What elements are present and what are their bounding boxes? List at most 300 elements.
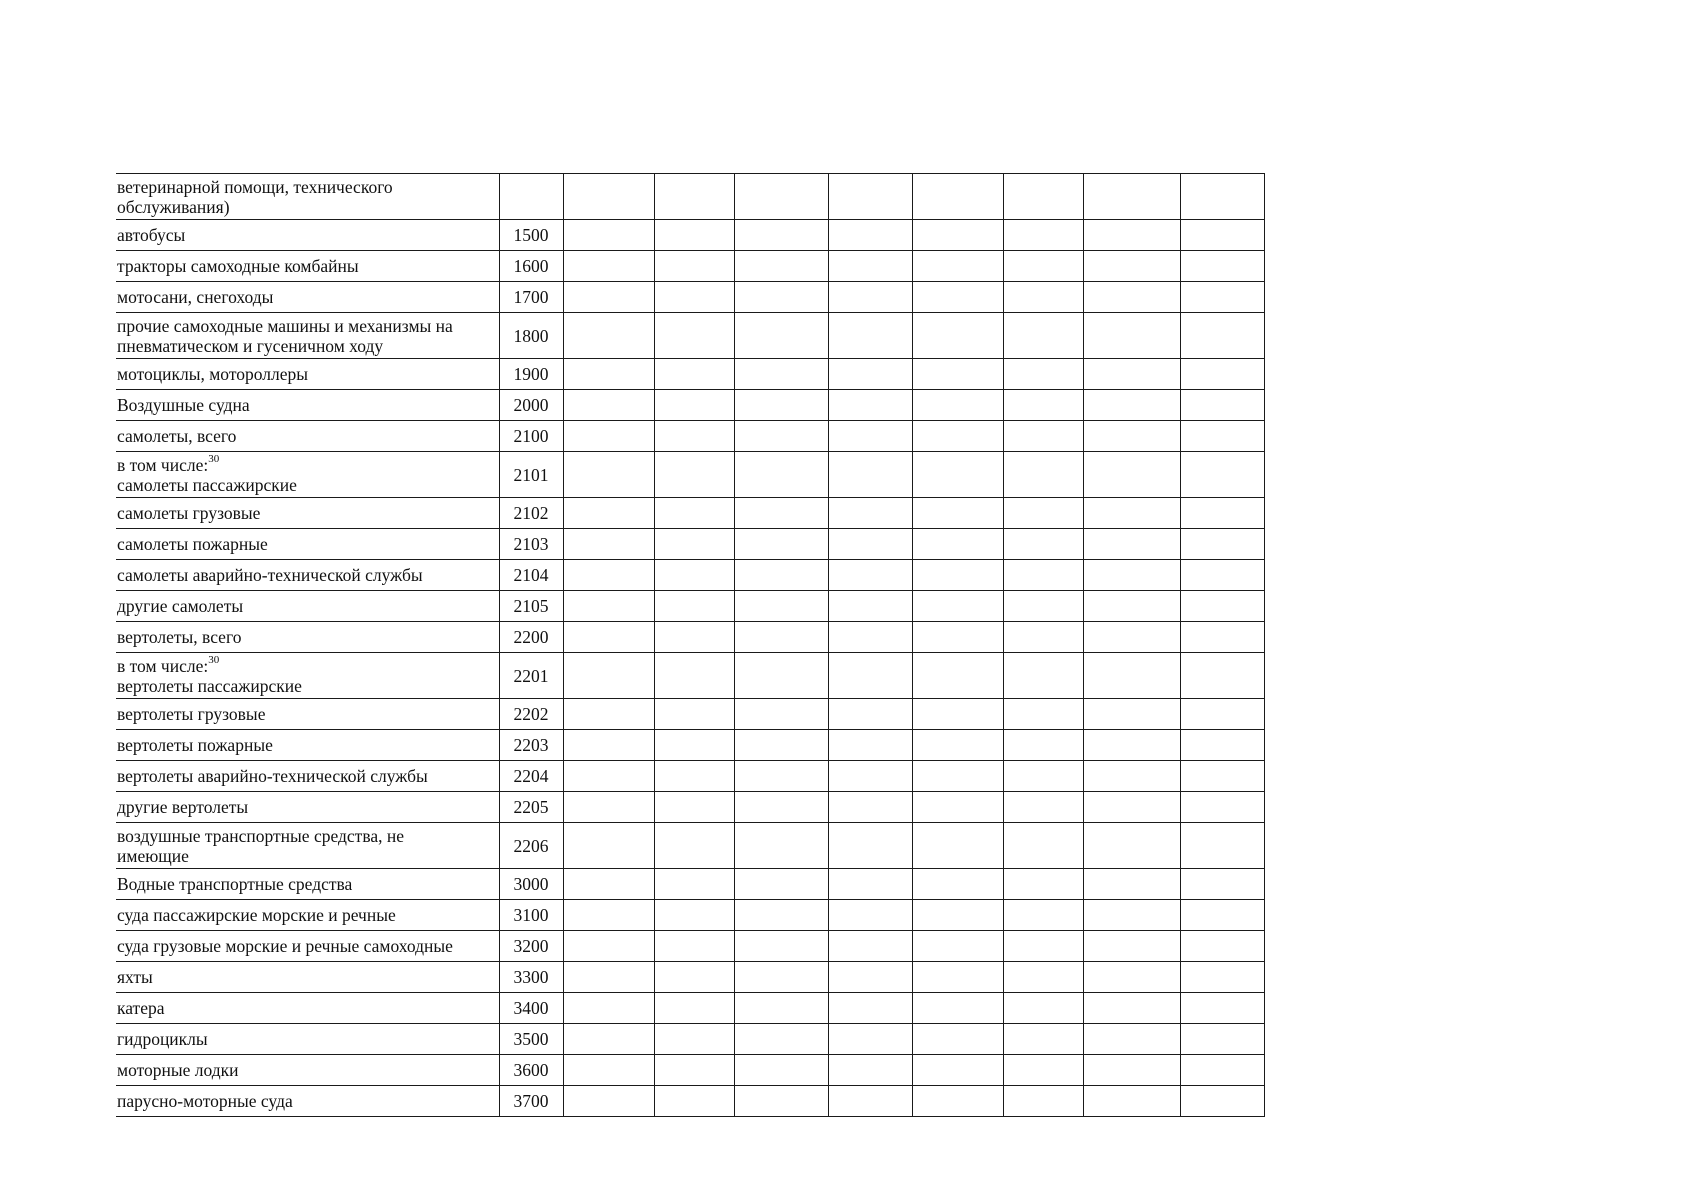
table-row — [116, 1086, 1264, 1117]
value-cell[interactable] — [563, 421, 654, 452]
row-name-line — [117, 475, 497, 495]
value-cell[interactable] — [1083, 498, 1180, 529]
value-cell[interactable] — [828, 313, 912, 359]
row-code-cell: 3600 — [499, 1055, 563, 1086]
value-cell[interactable] — [654, 1024, 734, 1055]
value-cell[interactable] — [1083, 823, 1180, 869]
table-row — [116, 1055, 1264, 1086]
value-cell[interactable] — [1003, 529, 1083, 560]
value-cell[interactable] — [563, 498, 654, 529]
value-cell[interactable] — [734, 529, 828, 560]
row-name-line — [117, 565, 497, 585]
value-cell[interactable] — [828, 421, 912, 452]
value-cell[interactable] — [1003, 900, 1083, 931]
value-cell[interactable] — [912, 282, 1003, 313]
value-cell[interactable] — [1003, 220, 1083, 251]
value-cell[interactable] — [1180, 792, 1264, 823]
value-cell[interactable] — [912, 1024, 1003, 1055]
value-cell[interactable] — [912, 869, 1003, 900]
value-cell[interactable] — [1180, 730, 1264, 761]
value-cell[interactable] — [1003, 931, 1083, 962]
value-cell[interactable] — [734, 622, 828, 653]
value-cell[interactable] — [1180, 1086, 1264, 1117]
value-cell[interactable] — [1003, 962, 1083, 993]
value-cell[interactable] — [734, 699, 828, 730]
table-row — [116, 869, 1264, 900]
row-code-cell: 3400 — [499, 993, 563, 1024]
value-cell[interactable] — [563, 1055, 654, 1086]
value-cell[interactable] — [734, 282, 828, 313]
value-cell[interactable] — [1003, 993, 1083, 1024]
row-code-cell: 2104 — [499, 560, 563, 591]
value-cell[interactable] — [1180, 962, 1264, 993]
value-cell[interactable] — [1083, 1086, 1180, 1117]
row-code-cell: 1700 — [499, 282, 563, 313]
value-cell[interactable] — [1003, 730, 1083, 761]
table-row — [116, 931, 1264, 962]
value-cell[interactable] — [1003, 761, 1083, 792]
row-code-cell: 2202 — [499, 699, 563, 730]
value-cell[interactable] — [654, 591, 734, 622]
row-name-line — [117, 826, 497, 846]
value-cell[interactable] — [734, 653, 828, 699]
value-cell[interactable] — [828, 931, 912, 962]
value-cell[interactable] — [1180, 529, 1264, 560]
value-cell[interactable] — [1083, 220, 1180, 251]
value-cell[interactable] — [734, 730, 828, 761]
value-cell[interactable] — [1003, 1024, 1083, 1055]
value-cell[interactable] — [1083, 591, 1180, 622]
value-cell[interactable] — [734, 792, 828, 823]
value-cell[interactable] — [654, 313, 734, 359]
value-cell[interactable] — [1083, 452, 1180, 498]
value-cell[interactable] — [563, 730, 654, 761]
value-cell[interactable] — [1180, 560, 1264, 591]
value-cell[interactable] — [1083, 390, 1180, 421]
value-cell[interactable] — [1003, 869, 1083, 900]
value-cell[interactable] — [828, 529, 912, 560]
value-cell[interactable] — [563, 452, 654, 498]
value-cell[interactable] — [1083, 359, 1180, 390]
value-cell[interactable] — [1003, 421, 1083, 452]
value-cell[interactable] — [1003, 792, 1083, 823]
row-name-cell — [116, 653, 499, 699]
value-cell[interactable] — [654, 359, 734, 390]
value-cell[interactable] — [654, 653, 734, 699]
row-name-line — [117, 503, 497, 523]
row-name-text: самолеты аварийно-технической службы — [117, 565, 423, 585]
row-code-cell: 3000 — [499, 869, 563, 900]
value-cell[interactable] — [734, 452, 828, 498]
value-cell[interactable] — [563, 251, 654, 282]
value-cell[interactable] — [912, 390, 1003, 421]
value-cell[interactable] — [1083, 869, 1180, 900]
value-cell[interactable] — [734, 390, 828, 421]
value-cell[interactable] — [1180, 993, 1264, 1024]
value-cell[interactable] — [912, 761, 1003, 792]
table-row — [116, 1024, 1264, 1055]
table-row — [116, 220, 1264, 251]
row-name-cell — [116, 792, 499, 823]
value-cell[interactable] — [563, 282, 654, 313]
value-cell[interactable] — [734, 823, 828, 869]
value-cell[interactable] — [734, 313, 828, 359]
value-cell[interactable] — [734, 251, 828, 282]
value-cell[interactable] — [912, 900, 1003, 931]
value-cell[interactable] — [828, 251, 912, 282]
value-cell[interactable] — [654, 220, 734, 251]
value-cell[interactable] — [654, 730, 734, 761]
value-cell[interactable] — [1003, 251, 1083, 282]
row-name-cell — [116, 699, 499, 730]
value-cell[interactable] — [563, 962, 654, 993]
value-cell[interactable] — [828, 900, 912, 931]
value-cell[interactable] — [828, 653, 912, 699]
value-cell[interactable] — [563, 993, 654, 1024]
value-cell[interactable] — [654, 823, 734, 869]
value-cell[interactable] — [1083, 761, 1180, 792]
value-cell[interactable] — [828, 174, 912, 220]
value-cell[interactable] — [912, 313, 1003, 359]
value-cell[interactable] — [563, 560, 654, 591]
value-cell[interactable] — [654, 761, 734, 792]
value-cell[interactable] — [1180, 761, 1264, 792]
value-cell[interactable] — [1180, 452, 1264, 498]
value-cell[interactable] — [1003, 498, 1083, 529]
value-cell[interactable] — [1083, 900, 1180, 931]
row-name-cell — [116, 869, 499, 900]
value-cell[interactable] — [828, 730, 912, 761]
value-cell[interactable] — [912, 560, 1003, 591]
value-cell[interactable] — [734, 761, 828, 792]
row-name-line — [117, 846, 497, 866]
value-cell[interactable] — [828, 823, 912, 869]
value-cell[interactable] — [1003, 560, 1083, 591]
row-code-cell: 2105 — [499, 591, 563, 622]
value-cell[interactable] — [563, 529, 654, 560]
value-cell[interactable] — [912, 993, 1003, 1024]
value-cell[interactable] — [734, 1055, 828, 1086]
row-name-cell — [116, 1055, 499, 1086]
value-cell[interactable] — [1083, 560, 1180, 591]
value-cell[interactable] — [563, 591, 654, 622]
table-row — [116, 653, 1264, 699]
row-code-cell: 1800 — [499, 313, 563, 359]
value-cell[interactable] — [563, 699, 654, 730]
value-cell[interactable] — [1003, 699, 1083, 730]
row-code-cell: 3500 — [499, 1024, 563, 1055]
value-cell[interactable] — [563, 931, 654, 962]
value-cell[interactable] — [828, 993, 912, 1024]
row-name-line — [117, 874, 497, 894]
value-cell[interactable] — [912, 1055, 1003, 1086]
value-cell[interactable] — [912, 792, 1003, 823]
value-cell[interactable] — [828, 1024, 912, 1055]
value-cell[interactable] — [1003, 174, 1083, 220]
value-cell[interactable] — [912, 653, 1003, 699]
table-row — [116, 730, 1264, 761]
row-name-line — [117, 395, 497, 415]
value-cell[interactable] — [912, 1086, 1003, 1117]
value-cell[interactable] — [1003, 313, 1083, 359]
value-cell[interactable] — [563, 359, 654, 390]
value-cell[interactable] — [734, 174, 828, 220]
value-cell[interactable] — [1180, 869, 1264, 900]
value-cell[interactable] — [1003, 452, 1083, 498]
table-row — [116, 282, 1264, 313]
value-cell[interactable] — [912, 359, 1003, 390]
value-cell[interactable] — [1180, 390, 1264, 421]
value-cell[interactable] — [1083, 1024, 1180, 1055]
value-cell[interactable] — [654, 390, 734, 421]
row-name-text: воздушные транспортные средства, не — [117, 825, 404, 846]
row-code-cell: 1500 — [499, 220, 563, 251]
value-cell[interactable] — [654, 792, 734, 823]
value-cell[interactable] — [912, 823, 1003, 869]
row-name-text: автобусы — [117, 225, 186, 245]
row-code-cell: 3100 — [499, 900, 563, 931]
value-cell[interactable] — [563, 761, 654, 792]
value-cell[interactable] — [734, 962, 828, 993]
value-cell[interactable] — [912, 421, 1003, 452]
row-name-line — [117, 627, 497, 647]
value-cell[interactable] — [1083, 529, 1180, 560]
value-cell[interactable] — [1180, 174, 1264, 220]
row-name-text: пневматическом и гусеничном ходу — [117, 335, 384, 356]
value-cell[interactable] — [1003, 1055, 1083, 1086]
value-cell[interactable] — [654, 699, 734, 730]
row-name-cell — [116, 962, 499, 993]
table-row — [116, 622, 1264, 653]
value-cell[interactable] — [654, 251, 734, 282]
value-cell[interactable] — [1180, 900, 1264, 931]
row-name-cell — [116, 174, 499, 220]
value-cell[interactable] — [1180, 220, 1264, 251]
value-cell[interactable] — [1180, 498, 1264, 529]
value-cell[interactable] — [1083, 251, 1180, 282]
value-cell[interactable] — [654, 622, 734, 653]
value-cell[interactable] — [654, 931, 734, 962]
row-name-text: Воздушные судна — [117, 395, 250, 415]
value-cell[interactable] — [654, 174, 734, 220]
value-cell[interactable] — [828, 622, 912, 653]
value-cell[interactable] — [1180, 931, 1264, 962]
value-cell[interactable] — [1083, 313, 1180, 359]
value-cell[interactable] — [734, 869, 828, 900]
value-cell[interactable] — [734, 560, 828, 591]
value-cell[interactable] — [1083, 962, 1180, 993]
value-cell[interactable] — [734, 993, 828, 1024]
value-cell[interactable] — [563, 313, 654, 359]
value-cell[interactable] — [563, 900, 654, 931]
value-cell[interactable] — [828, 220, 912, 251]
value-cell[interactable] — [654, 1055, 734, 1086]
value-cell[interactable] — [1180, 421, 1264, 452]
table-body — [116, 174, 1264, 1117]
value-cell[interactable] — [1003, 1086, 1083, 1117]
value-cell[interactable] — [912, 251, 1003, 282]
value-cell[interactable] — [1180, 251, 1264, 282]
row-name-line — [117, 596, 497, 616]
value-cell[interactable] — [654, 560, 734, 591]
value-cell[interactable] — [828, 282, 912, 313]
value-cell[interactable] — [654, 452, 734, 498]
value-cell[interactable] — [828, 390, 912, 421]
value-cell[interactable] — [563, 823, 654, 869]
value-cell[interactable] — [654, 282, 734, 313]
row-code-cell — [499, 174, 563, 220]
value-cell[interactable] — [912, 622, 1003, 653]
value-cell[interactable] — [828, 761, 912, 792]
value-cell[interactable] — [563, 1024, 654, 1055]
value-cell[interactable] — [654, 498, 734, 529]
value-cell[interactable] — [654, 1086, 734, 1117]
value-cell[interactable] — [563, 622, 654, 653]
row-name-line — [117, 998, 497, 1018]
row-name-cell — [116, 390, 499, 421]
row-code-cell: 2203 — [499, 730, 563, 761]
value-cell[interactable] — [1003, 591, 1083, 622]
value-cell[interactable] — [563, 220, 654, 251]
row-name-line — [117, 766, 497, 786]
row-code-cell: 2100 — [499, 421, 563, 452]
value-cell[interactable] — [654, 869, 734, 900]
value-cell[interactable] — [912, 174, 1003, 220]
value-cell[interactable] — [912, 730, 1003, 761]
value-cell[interactable] — [563, 653, 654, 699]
value-cell[interactable] — [1180, 1024, 1264, 1055]
value-cell[interactable] — [734, 498, 828, 529]
value-cell[interactable] — [1180, 622, 1264, 653]
value-cell[interactable] — [1180, 653, 1264, 699]
row-name-line — [117, 1029, 497, 1049]
value-cell[interactable] — [1083, 730, 1180, 761]
value-cell[interactable] — [1003, 359, 1083, 390]
value-cell[interactable] — [1003, 653, 1083, 699]
row-code-cell: 2201 — [499, 653, 563, 699]
row-name-cell — [116, 421, 499, 452]
value-cell[interactable] — [1083, 282, 1180, 313]
table-row — [116, 761, 1264, 792]
value-cell[interactable] — [828, 792, 912, 823]
value-cell[interactable] — [654, 529, 734, 560]
value-cell[interactable] — [1083, 653, 1180, 699]
value-cell[interactable] — [828, 452, 912, 498]
row-name-text: мотоциклы, мотороллеры — [117, 364, 309, 384]
table-row — [116, 529, 1264, 560]
table-row — [116, 591, 1264, 622]
row-name-line — [117, 704, 497, 724]
value-cell[interactable] — [1083, 931, 1180, 962]
row-code-cell: 3700 — [499, 1086, 563, 1117]
value-cell[interactable] — [1083, 993, 1180, 1024]
value-cell[interactable] — [828, 962, 912, 993]
value-cell[interactable] — [734, 931, 828, 962]
value-cell[interactable] — [1003, 390, 1083, 421]
value-cell[interactable] — [1083, 421, 1180, 452]
value-cell[interactable] — [828, 591, 912, 622]
value-cell[interactable] — [734, 421, 828, 452]
value-cell[interactable] — [1180, 359, 1264, 390]
value-cell[interactable] — [734, 1086, 828, 1117]
value-cell[interactable] — [1003, 823, 1083, 869]
value-cell[interactable] — [1180, 1055, 1264, 1086]
row-code-cell: 2200 — [499, 622, 563, 653]
value-cell[interactable] — [1083, 1055, 1180, 1086]
value-cell[interactable] — [1180, 699, 1264, 730]
value-cell[interactable] — [563, 792, 654, 823]
value-cell[interactable] — [563, 1086, 654, 1117]
row-name-text: самолеты, всего — [117, 426, 237, 446]
value-cell[interactable] — [734, 220, 828, 251]
value-cell[interactable] — [1003, 622, 1083, 653]
value-cell[interactable] — [912, 529, 1003, 560]
value-cell[interactable] — [563, 869, 654, 900]
value-cell[interactable] — [828, 699, 912, 730]
value-cell[interactable] — [828, 869, 912, 900]
row-name-text: вертолеты, всего — [117, 627, 242, 647]
row-name-cell — [116, 1086, 499, 1117]
row-code-cell: 2000 — [499, 390, 563, 421]
value-cell[interactable] — [1083, 699, 1180, 730]
value-cell[interactable] — [654, 962, 734, 993]
value-cell[interactable] — [828, 1086, 912, 1117]
value-cell[interactable] — [828, 560, 912, 591]
value-cell[interactable] — [828, 359, 912, 390]
row-name-cell — [116, 993, 499, 1024]
footnote-marker: 30 — [208, 452, 220, 465]
value-cell[interactable] — [912, 962, 1003, 993]
row-name-line — [117, 336, 497, 356]
row-name-line — [117, 797, 497, 817]
row-name-text: тракторы самоходные комбайны — [117, 256, 359, 276]
value-cell[interactable] — [912, 591, 1003, 622]
value-cell[interactable] — [1003, 282, 1083, 313]
value-cell[interactable] — [734, 591, 828, 622]
value-cell[interactable] — [1083, 174, 1180, 220]
value-cell[interactable] — [563, 174, 654, 220]
row-code-cell: 1900 — [499, 359, 563, 390]
value-cell[interactable] — [654, 900, 734, 931]
value-cell[interactable] — [734, 359, 828, 390]
row-name-line — [117, 364, 497, 384]
value-cell[interactable] — [1180, 313, 1264, 359]
value-cell[interactable] — [654, 993, 734, 1024]
value-cell[interactable] — [912, 931, 1003, 962]
value-cell[interactable] — [1180, 591, 1264, 622]
row-code-cell: 3300 — [499, 962, 563, 993]
value-cell[interactable] — [734, 900, 828, 931]
value-cell[interactable] — [1180, 823, 1264, 869]
row-name-line — [117, 256, 497, 276]
value-cell[interactable] — [912, 220, 1003, 251]
value-cell[interactable] — [563, 390, 654, 421]
value-cell[interactable] — [912, 498, 1003, 529]
value-cell[interactable] — [1180, 282, 1264, 313]
value-cell[interactable] — [1083, 622, 1180, 653]
value-cell[interactable] — [1083, 792, 1180, 823]
value-cell[interactable] — [828, 498, 912, 529]
value-cell[interactable] — [828, 1055, 912, 1086]
table-row — [116, 251, 1264, 282]
value-cell[interactable] — [912, 452, 1003, 498]
value-cell[interactable] — [912, 699, 1003, 730]
value-cell[interactable] — [654, 421, 734, 452]
row-name-cell — [116, 220, 499, 251]
row-name-cell — [116, 498, 499, 529]
row-name-line — [117, 452, 497, 475]
value-cell[interactable] — [734, 1024, 828, 1055]
